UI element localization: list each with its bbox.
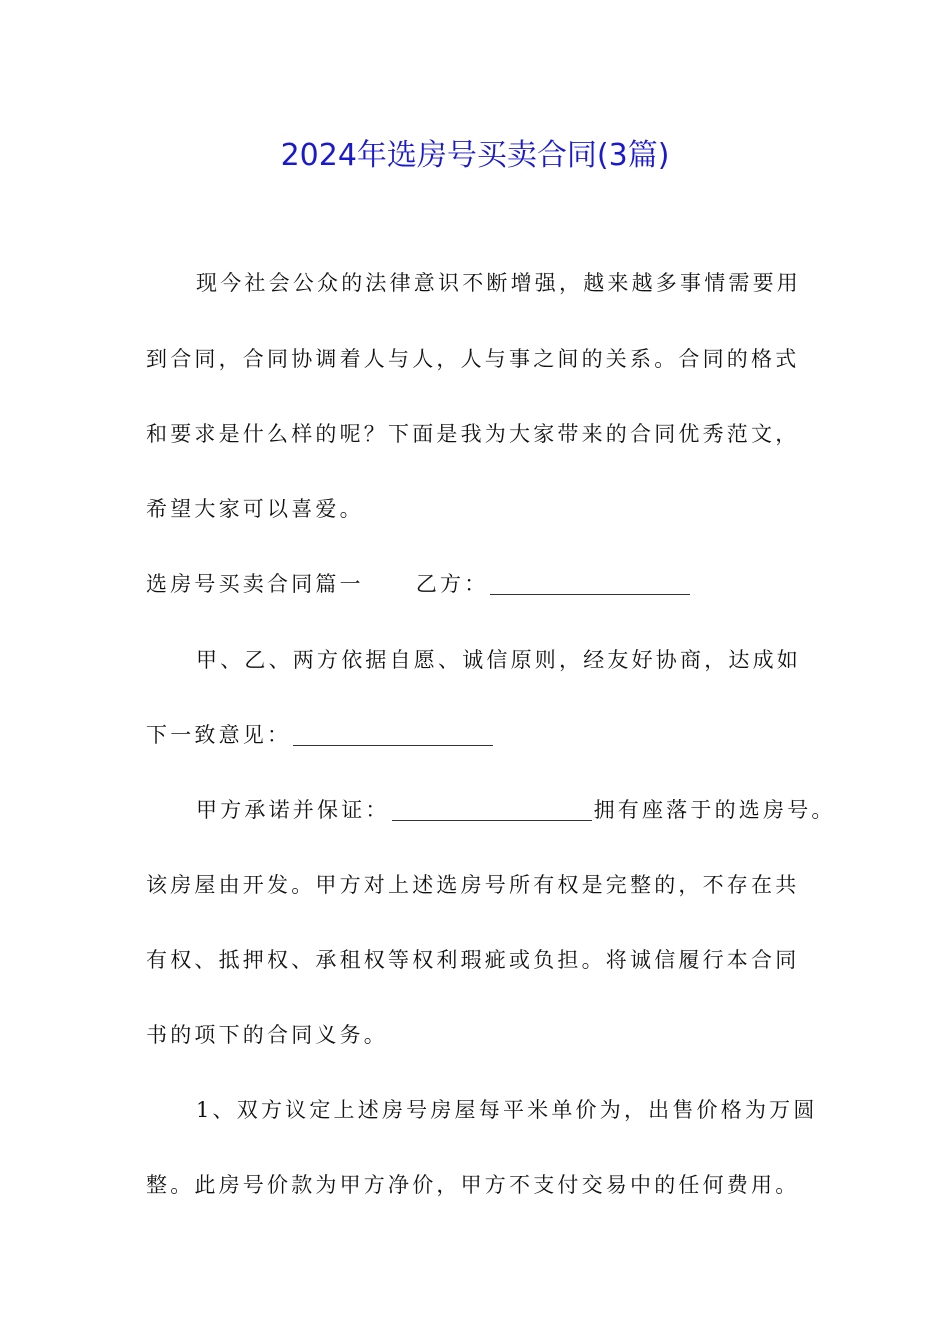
intro-line-2: 到合同，合同协调着人与人，人与事之间的关系。合同的格式	[146, 347, 800, 371]
intro-line-1: 现今社会公众的法律意识不断增强，越来越多事情需要用	[196, 271, 801, 295]
clause1-line-2: 整。此房号价款为甲方净价，甲方不支付交易中的任何费用。	[146, 1173, 800, 1197]
agree-line-1: 甲、乙、两方依据自愿、诚信原则，经友好协商，达成如	[196, 648, 801, 672]
party-b-label: 乙方：	[415, 572, 489, 596]
clause1-line-1: 1、双方议定上述房号房屋每平米单价为，出售价格为万圆	[196, 1098, 818, 1122]
intro-line-3: 和要求是什么样的呢？下面是我为大家带来的合同优秀范文，	[146, 422, 800, 446]
agree-text: 下一致意见：	[146, 723, 292, 747]
promise-prefix: 甲方承诺并保证：	[196, 798, 390, 822]
agree-blank	[293, 723, 493, 746]
section-heading-line	[146, 569, 692, 599]
intro-line-4: 希望大家可以喜爱。	[146, 497, 364, 521]
promise-cont-line-3: 书的项下的合同义务。	[146, 1023, 388, 1047]
section-heading: 选房号买卖合同篇一	[146, 572, 364, 596]
promise-blank	[392, 798, 592, 821]
promise-suffix: 拥有座落于的选房号。	[593, 798, 836, 822]
document-title: 2024年选房号买卖合同(3篇)	[280, 138, 670, 173]
promise-cont-line-1: 该房屋由开发。甲方对上述选房号所有权是完整的，不存在共	[146, 873, 800, 897]
promise-cont-line-2: 有权、抵押权、承租权等权利瑕疵或负担。将诚信履行本合同	[146, 948, 800, 972]
agree-line-2	[146, 720, 495, 750]
party-b-blank	[490, 572, 690, 595]
promise-line	[196, 795, 836, 825]
